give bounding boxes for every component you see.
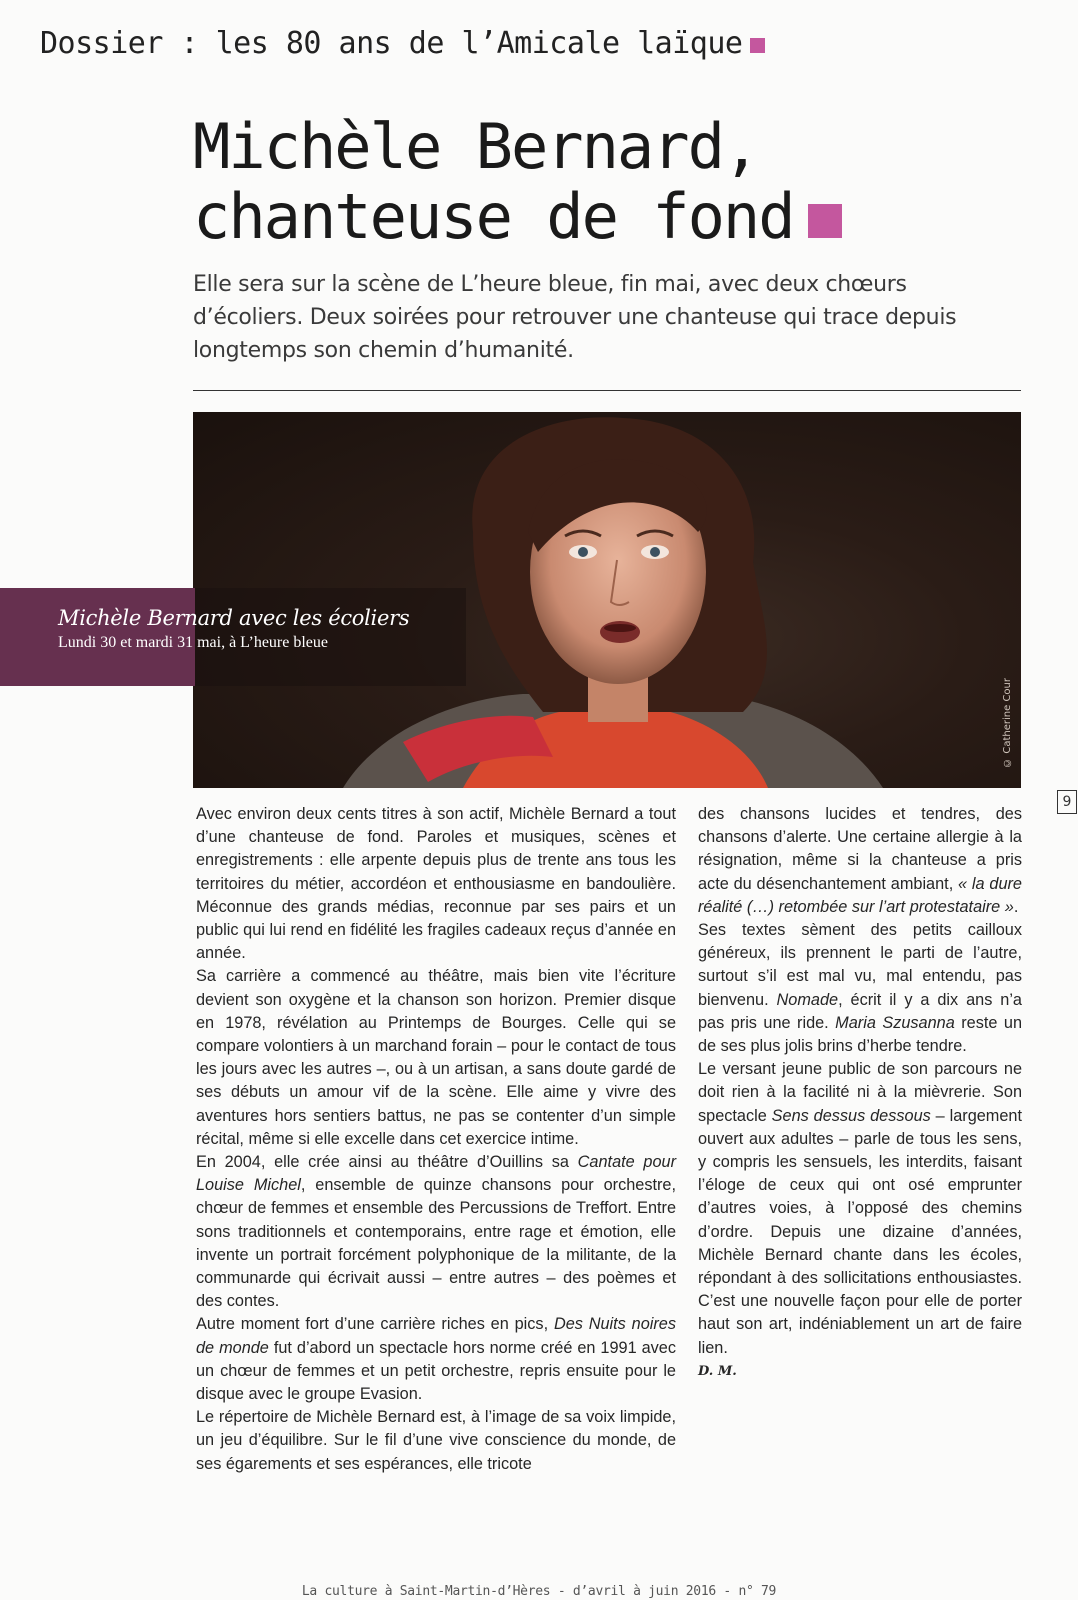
page-number: 9 [1057, 790, 1077, 814]
kicker-text: Dossier : les 80 ans de l’Amicale laïque [40, 26, 743, 61]
text-run: Autre moment fort d’une carrière riches en pics, [196, 1315, 554, 1334]
photo-credit: © Catherine Cour [1002, 678, 1013, 768]
title-line-2: chanteuse de fond [193, 180, 794, 253]
page-footer: La culture à Saint-Martin-d’Hères - d’avril à juin 2016 - n° 79 [301, 1584, 777, 1599]
paragraph [196, 965, 676, 1151]
italic-title: « la dure réalité (…) retombée sur l’art protestataire » [698, 874, 1022, 916]
text-run: Avec environ deux cents titres à son actif, Michèle Bernard a tout d’une chanteuse de fond. Paroles et musiques, scènes et enregistrements : elle arpente depuis plus de trente ans tous les territoires du métier, accordéon et enthousiasme en bandoulière. Méconnue des grands médias, reconnue par ses pairs et un public qui lui rend en fidélité les fragiles cadeaux reçus d’année en année. [196, 805, 676, 963]
text-run: , écrit il y a dix ans n’a pas pris une ride. [698, 990, 1022, 1032]
italic-title: Nomade [776, 990, 839, 1009]
text-run: – largement ouvert aux adultes – parle de tous les sens, y compris les sensuels, les interdits, faisant l’éloge de ceux qui ont osé emprunter d’autres voies, à l’opposé des chemins d’ordre. Depuis une dizaine d’années, Michèle Bernard chante dans les écoles, répondant à des sollicitations enthousiastes. C’est une nouvelle façon pour elle de porter haut son art, indéniablement un art de faire lien. [698, 1106, 1022, 1357]
text-run: des chansons lucides et tendres, des chansons d’alerte. Une certaine allergie à la résignation, même si la chanteuse a pris acte du désenchantement ambiant, [698, 805, 1022, 893]
text-run: , ensemble de quinze chansons pour orchestre, chœur de femmes et ensemble des Percussions de Treffort. Entre sons traditionnels et contemporains, entre rage et émotion, elle invente un portrait forcément polyphonique de la militante, de la communarde qui écrivait aussi – entre autres – des poèmes et des contes. [196, 1176, 676, 1311]
paragraph [196, 803, 676, 965]
caption-date: Lundi 30 et mardi 31 mai, à L’heure bleue [58, 634, 328, 651]
italic-title: Cantate pour Louise Michel [196, 1153, 676, 1195]
article-column-left [196, 803, 676, 1476]
caption-title: Michèle Bernard avec les écoliers [58, 606, 410, 630]
italic-title: Des Nuits noires de monde [196, 1315, 676, 1357]
pink-square-icon [808, 204, 842, 238]
divider [193, 390, 1021, 391]
section-kicker [40, 26, 765, 61]
photo-caption [0, 588, 466, 686]
paragraph [196, 1406, 676, 1476]
text-run: Le versant jeune public de son parcours ne doit rien à la facilité ni à la mièvrerie. Son spectacle [698, 1060, 1022, 1125]
paragraph [698, 919, 1022, 1058]
paragraph [196, 1313, 676, 1406]
text-run: . [1013, 897, 1019, 916]
paragraph [196, 1151, 676, 1313]
text-run: fut d’abord un spectacle hors norme créé en 1991 avec un chœur de femmes et un petit orchestre, repris ensuite pour le disque avec le groupe Evasion. [196, 1338, 676, 1404]
author-signature: D. M. [698, 1363, 737, 1379]
title-line-1: Michèle Bernard, [193, 110, 759, 183]
italic-title: Sens dessus dessous [771, 1106, 931, 1125]
text-run: En 2004, elle crée ainsi au théâtre d’Ouillins sa [196, 1153, 578, 1172]
italic-title: Maria Szusanna [835, 1013, 955, 1032]
paragraph [698, 1058, 1022, 1360]
pink-square-icon [750, 38, 765, 53]
text-run: Le répertoire de Michèle Bernard est, à l’image de sa voix limpide, un jeu d’équilibre. Sur le fil d’une vive conscience du monde, de ses égarements et ses espérances, elle tricote [196, 1408, 676, 1473]
text-run: Ses textes sèment des petits cailloux généreux, ils prennent le parti de l’autre, surtout s’il est mal vu, mal entendu, pas bienvenu. [698, 921, 1022, 1009]
article-column-right [698, 803, 1022, 1383]
article-title [193, 112, 842, 252]
article-lede: Elle sera sur la scène de L’heure bleue, fin mai, avec deux chœurs d’écoliers. Deux soirées pour retrouver une chanteuse qui trace depuis longtemps son chemin d’humanité. [193, 272, 957, 363]
text-run: Sa carrière a commencé au théâtre, mais bien vite l’écriture devient son oxygène et la chanson son horizon. Premier disque en 1978, révélation au Printemps de Bourges. Celle qui se compare volontiers à un marchand forain – pour le contact de tous les jours avec les autres –, ou à un artisan, a sans doute gardé de ses débuts un amour vif de la scène. Elle aime y vivre des aventures hors sentiers battus, ne pas se contenter d’un simple récital, même si elle excelle dans cet exercice intime. [196, 967, 676, 1148]
text-run: reste un de ses plus jolis brins d’herbe tendre. [698, 1013, 1022, 1056]
paragraph [698, 803, 1022, 919]
